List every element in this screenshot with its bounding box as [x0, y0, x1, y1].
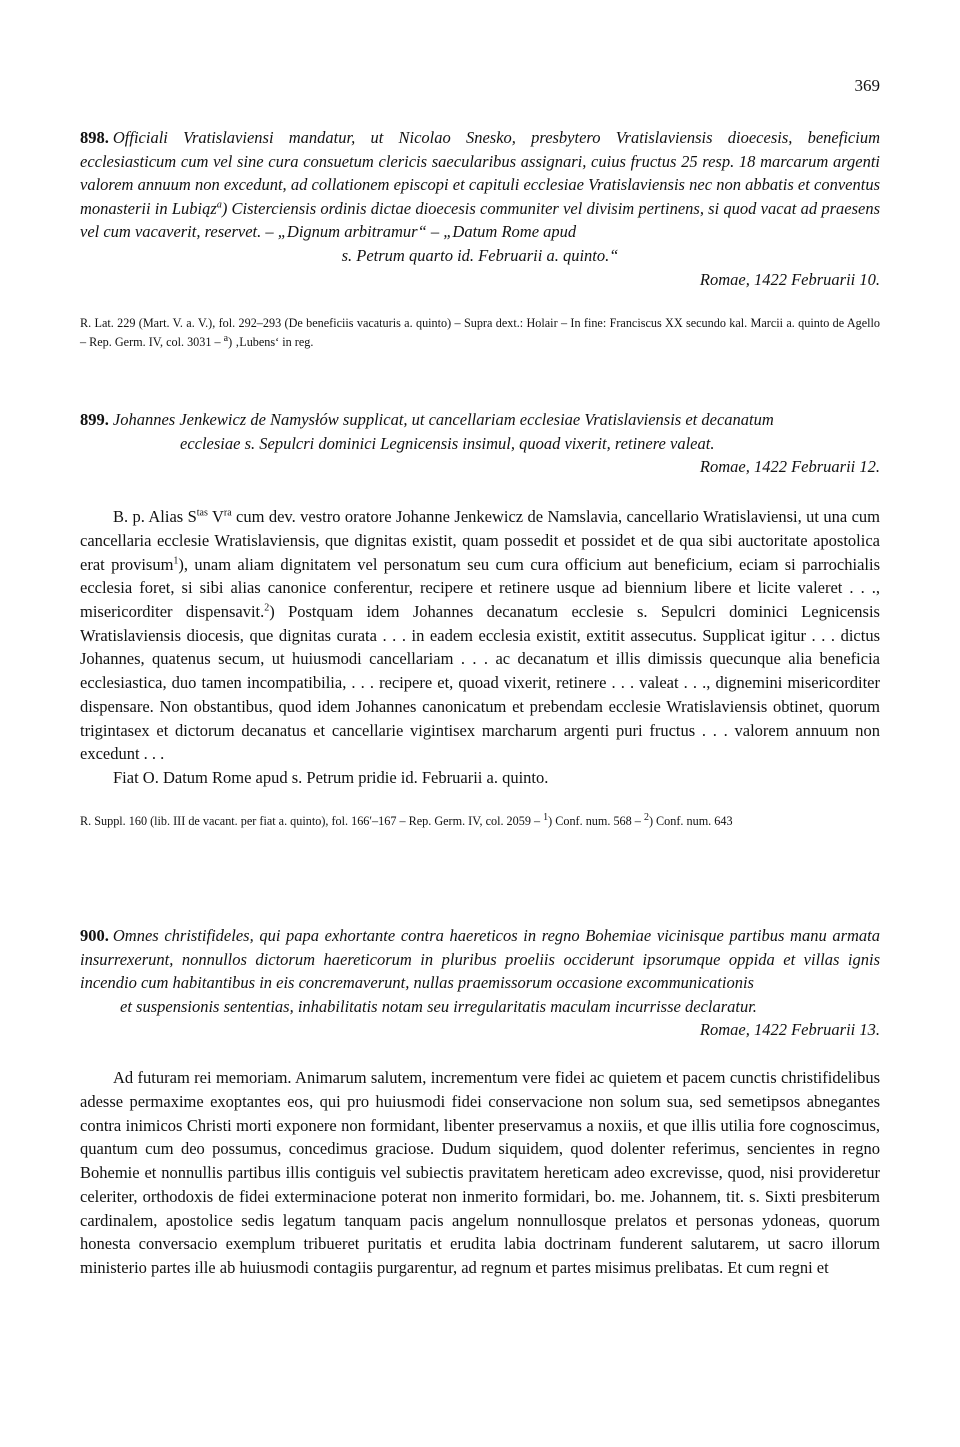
page-number: 369 — [854, 76, 880, 95]
dateline: Romae, 1422 Februarii 12. — [699, 457, 880, 477]
source-note — [80, 812, 880, 831]
source-text: ) Conf. num. 643 — [648, 813, 733, 828]
entry-body — [80, 505, 880, 766]
footnote-marker: a — [216, 199, 222, 211]
footnote-marker: 2 — [264, 602, 270, 614]
footnote-marker: a — [223, 332, 229, 344]
summary-text-continued: ) Cisterciensis ordinis dictae dioecesis communiter vel divisim pertinens, si quod vacat ad praesens vel cum vacaverit, reservet. – „Dignum arbitramur“ – „Datum Rome apud — [80, 198, 880, 242]
source-text: R. Suppl. 160 (lib. III de vacant. per fiat a. quinto), fol. 166′–167 – Rep. Germ. IV, col. 2059 – — [80, 813, 544, 828]
body-text: ), unam aliam dignitatem vel personatum seu cum cura officium aut beneficium, eciam si parrochialis ecclesia foret, si sibi alias canonice conferentur, recipere et retinere usque ad biennium libere et licite valeret . . ., misericorditer dispensavit. — [80, 554, 881, 621]
entry-number: 900. — [80, 926, 109, 945]
summary-text: Omnes christifideles, qui papa exhortante contra haereticos in regno Bohemiae vicinisque partibus manu armata insurrexerunt, nonnullos dictorum haereticorum in pluribus proeliis occiderunt ipsorumque oppida et villas ignis incendio cum habitantibus in eis concremaverunt, nullas praemissorum occasione excommunicationis — [80, 926, 880, 993]
entry-number: 898. — [80, 128, 109, 147]
summary-text: Johannes Jenkewicz de Namysłów supplicat, ut cancellariam ecclesiae Vratislaviensis et decanatum — [112, 410, 774, 429]
entry-number: 899. — [80, 410, 109, 429]
summary-text: Officiali Vratislaviensi mandatur, ut Nicolao Snesko, presbytero Vratislaviensis dioecesis, beneficium ecclesiasticum cum vel sine cura consuetum clericis saecularibus assignari, cuius fructus 25 resp. 18 marcarum argenti valorem annuum non excedunt, ad collationem episcopi et capituli ecclesiae Vratislaviensis nec non abbatis et conventus monasterii in Lubiąz — [80, 128, 880, 218]
summary-last-line: s. Petrum quarto id. Februarii a. quinto.“ — [341, 245, 619, 265]
source-text-continued: ) ‚Lubens‘ in reg. — [228, 334, 314, 349]
entry-summary — [80, 126, 880, 268]
body-text: ) Postquam idem Johannes decanatum ecclesie s. Sepulcri dominici Legnicensis Wratislaviensis diocesis, que dignitas curata . . . in eadem ecclesia existit, extitit assecutus. Supplicat igitur . . . dictus Johannes, quatenus secum, ut huiusmodi cancellariam . . . ac decanatum et illis dimissis quecunque alia beneficia ecclesiastica, duo tamen incompatibilia, . . . recipere et, quoad vixerit, retinere . . . valeat . . ., dignemini misericorditer dispensare. Non obstantibus, quod idem Johannes canonicatum et prebendam ecclesie Wratislaviensis obtinet, quorum trigintasex et dictorum decanatus et cancellarie vigintisex marcharum argenti puri fructus . . . valorem annuum non excedunt . . . — [80, 602, 880, 764]
summary-text-continued: et suspensionis sententias, inhabilitatis notam seu irregularitatis maculam incurrisse declaratur. — [120, 996, 757, 1016]
entry-summary — [80, 924, 880, 1018]
body-text: B. p. Alias S — [113, 507, 197, 527]
body-text: cum dev. vestro oratore Johanne Jenkewicz de Namslavia, cancellario Wratislaviensi, ut una cum cancellaria ecclesie Wratislaviensis, que dignitas existit, quam possedit et possidet et de qua sibi auctoritate apostolica erat provisum — [80, 507, 880, 574]
source-text: ) Conf. num. 568 – — [548, 813, 644, 828]
entry-summary — [80, 408, 880, 455]
entry-900 — [80, 924, 880, 1280]
dateline: Romae, 1422 Februarii 10. — [699, 269, 880, 289]
source-note — [80, 314, 880, 352]
entry-899 — [80, 408, 880, 831]
footnote-marker: 2 — [643, 811, 649, 823]
fiat-line: Fiat O. Datum Rome apud s. Petrum pridie id. Februarii a. quinto. — [113, 767, 549, 787]
superscript: tas — [196, 507, 208, 519]
source-text: R. Lat. 229 (Mart. V. a. V.), fol. 292–293 (De beneficiis vacaturis a. quinto) – Supra dext.: Holair – In fine: Franciscus XX secundo kal. Marcii a. quinto de Agello – Rep. Germ. IV, col. 3031 – — [80, 315, 880, 349]
entry-898 — [80, 126, 880, 352]
footnote-marker: 1 — [173, 555, 179, 567]
entry-body: Ad futuram rei memoriam. Animarum salutem, incrementum vere fidei ac quietem et pacem cunctis christifidelibus adesse permaxime exoptantes eos, qui pro huiusmodi fidei conservacione non solum sua, sed semetipsos abnegantes contra inimicos Christi morti exponere non formidant, libenter preservamus a noxiis, et que illis utilia fore cognoscimus, quantum cum deo possumus, concedimus graciose. Dudum siquidem, quod dolenter referimus, sencientes in regno Bohemie et nonnullis partibus illis contiguis vel subiectis pravitatem hereticam adeo excrevisse, quod, nisi provideretur celeriter, orthodoxis de fidei exterminacione poterat non inmerito formidari, bo. me. Johannem, tit. s. Sixti presbiterum cardinalem, apostolice sedis legatum tanquam pacis angelum nonnullosque prelatos et personas ydoneas, quorum honesta conversacio exemplum tribueret puritatis et erudita labia doctrinam funderent salutarem, ut sacro illorum ministerio partes ille ab huiusmodi contagiis purgarentur, ad regnum et partes misimus prelibatas. Et cum regni et — [80, 1068, 880, 1277]
footnote-marker: 1 — [543, 811, 549, 823]
summary-text-continued: ecclesiae s. Sepulcri dominici Legnicensis insimul, quoad vixerit, retinere valeat. — [180, 433, 715, 453]
dateline: Romae, 1422 Februarii 13. — [699, 1020, 880, 1040]
body-text: V — [207, 507, 224, 527]
superscript: ra — [223, 507, 232, 519]
